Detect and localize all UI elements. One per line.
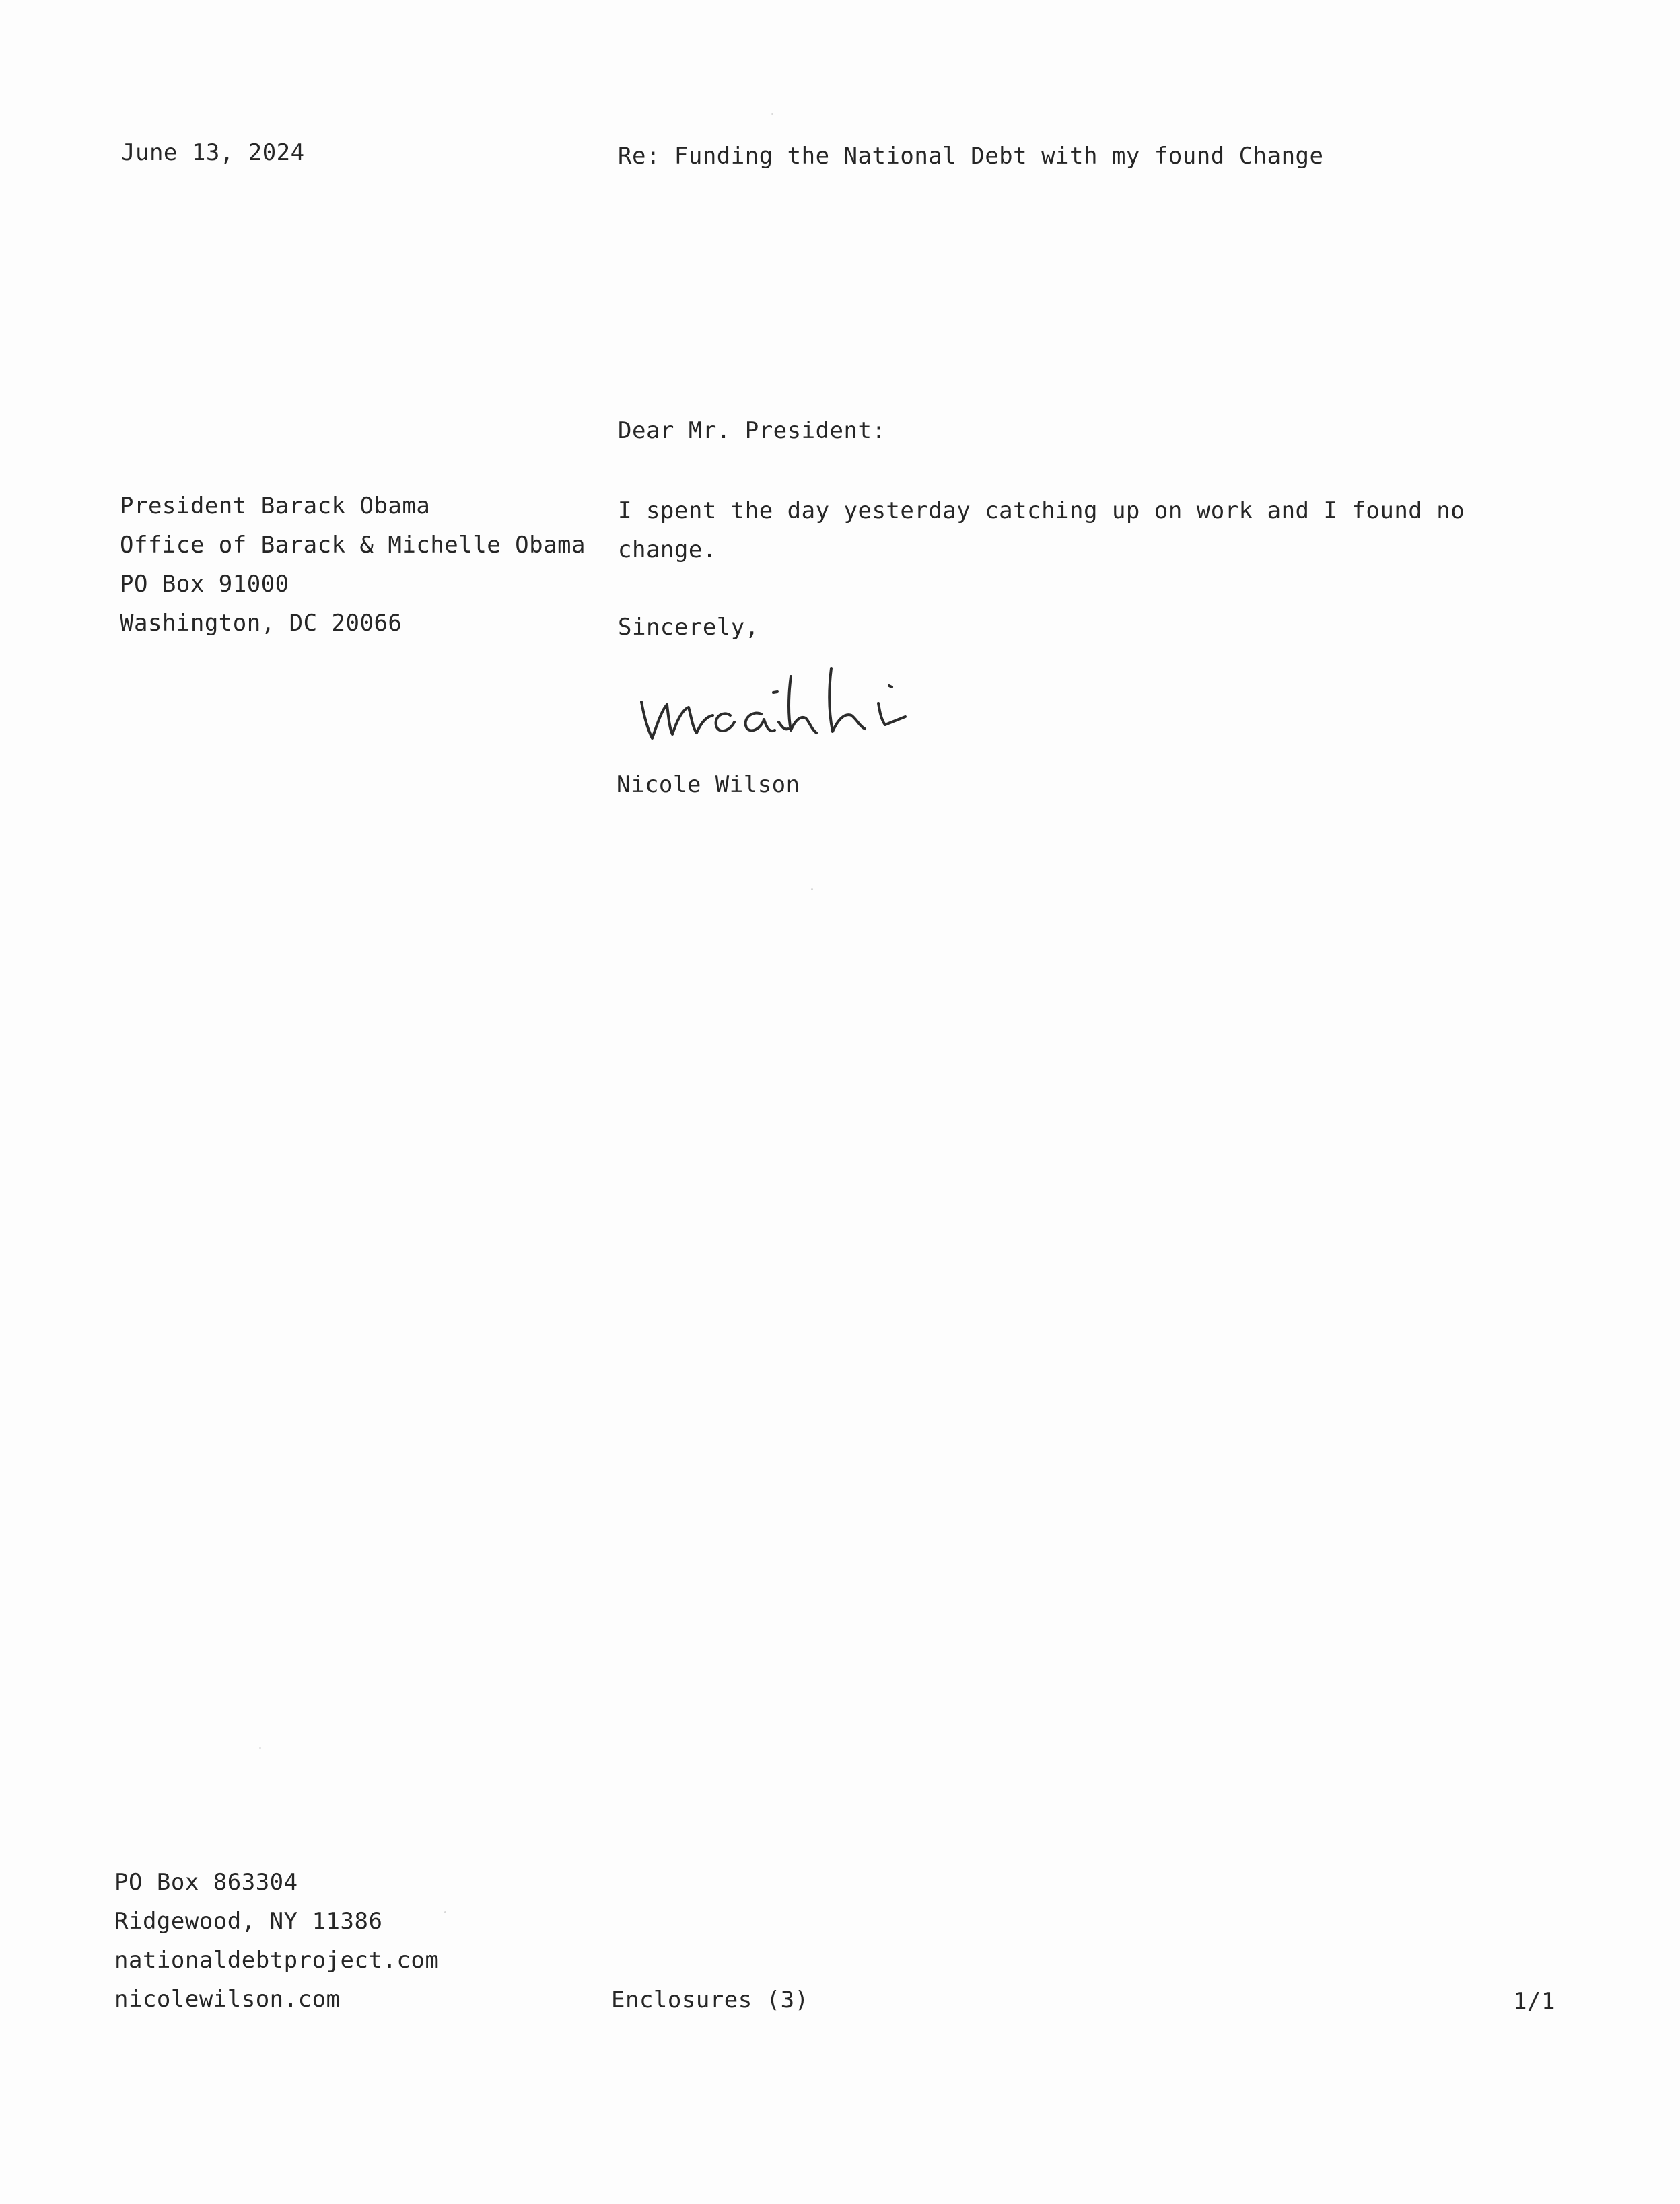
recipient-address (120, 487, 586, 643)
recipient-line: Office of Barack & Michelle Obama (120, 532, 586, 559)
letter-date: June 13, 2024 (121, 139, 305, 166)
salutation: Dear Mr. President: (618, 417, 886, 444)
sender-website: nationaldebtproject.com (114, 1947, 440, 1974)
closing: Sincerely, (618, 614, 759, 641)
scan-speck (444, 1911, 446, 1913)
sender-website: nicolewilson.com (114, 1986, 341, 2013)
sender-address (114, 1863, 439, 2019)
scan-speck (259, 1747, 261, 1749)
page-number: 1/1 (1513, 1988, 1555, 2015)
scan-speck (811, 888, 813, 890)
recipient-line: PO Box 91000 (120, 571, 289, 598)
recipient-line: President Barack Obama (120, 493, 431, 520)
scan-speck (771, 113, 773, 115)
body-line: I spent the day yesterday catching up on work and I found no (618, 497, 1465, 524)
body-line: change. (618, 536, 717, 563)
handwritten-signature (629, 663, 966, 750)
letter-subject: Re: Funding the National Debt with my found Change (618, 143, 1324, 170)
sender-line: PO Box 863304 (114, 1869, 298, 1896)
enclosures-note: Enclosures (3) (611, 1987, 809, 2014)
sender-line: Ridgewood, NY 11386 (114, 1908, 383, 1935)
letter-body (618, 491, 1465, 569)
recipient-line: Washington, DC 20066 (120, 610, 403, 637)
signer-name: Nicole Wilson (617, 771, 800, 798)
